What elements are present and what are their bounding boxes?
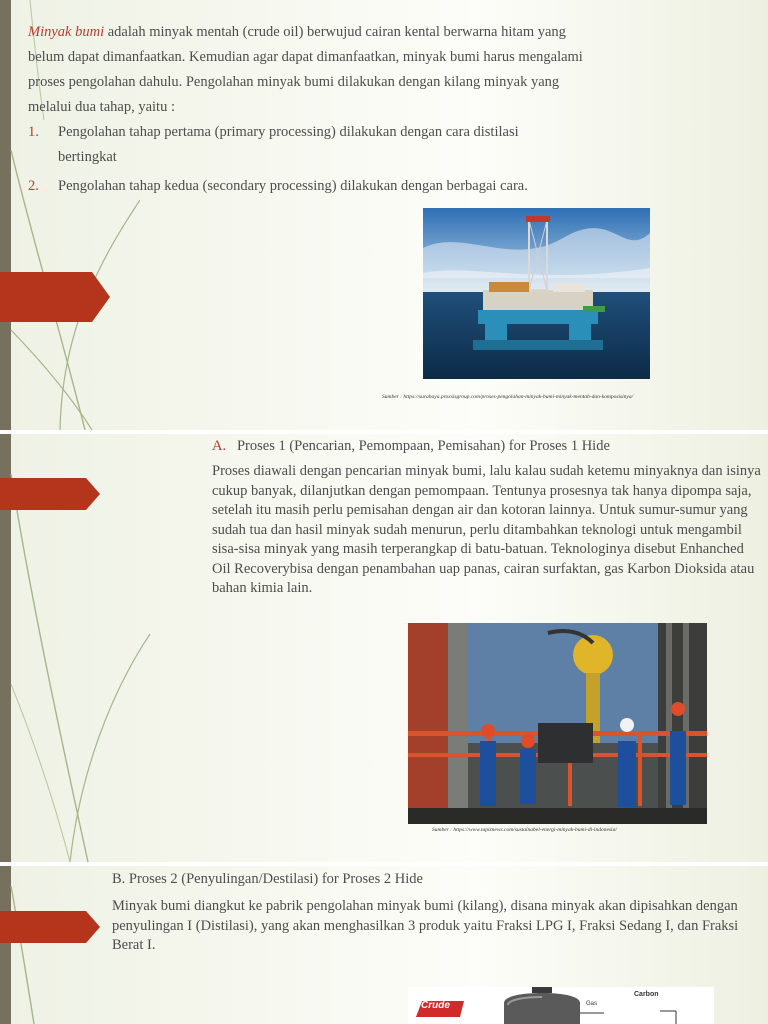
arrow-marker [0, 272, 112, 322]
list-item [28, 120, 588, 170]
slide-2 [0, 434, 768, 862]
section-heading [212, 435, 610, 457]
intro-term: Minyak bumi [28, 24, 105, 40]
diagram-label-crude: Crude [421, 1000, 450, 1011]
slide-3 [0, 866, 768, 1024]
arrow-marker [0, 911, 104, 943]
list-number: 2. [28, 178, 39, 194]
image-source-caption: Sumber : https://surabaya.proxsisgroup.com/proses-pengolahan-minyak-bumi-minyak-mentah-dan-komposisinya/ [382, 394, 634, 400]
list-item [28, 174, 588, 199]
intro-text: adalah minyak mentah (crude oil) berwujud cairan kental berwarna hitam yang belum dapat dimanfaatkan. Kemudian agar dapat dimanfaatkan, minyak bumi harus mengalami proses pengolahan dahulu. Pengolahan minyak bumi dilakukan dengan kilang minyak yang melalui dua tahap, yaitu : [28, 24, 583, 115]
section-paragraph: Proses diawali dengan pencarian minyak bumi, lalu kalau sudah ketemu minyaknya dan isinya cukup banyak, dilanjutkan dengan pemompaan. Tentunya prosesnya tak hanya dipompa saja, setelah itu masih perlu pemisahan dengan air dan kotoran lainnya. Untuk sumur-sumur yang sudah tua dan hasil minyak sudah menurun, perlu ditambahkan teknologi untuk mengambil sisa-sisa minyak yang masih terperangkap di batu-batuan. Teknologinya disebut Enhanched Oil Recoverybisa dengan penambahan uap panas, cairan surfaktan, gas Karbon Dioksida atau bahan kimia lain. [212, 463, 761, 596]
section-paragraph: Minyak bumi diangkut ke pabrik pengolahan minyak bumi (kilang), disana minyak akan dipisahkan dengan penyulingan I (Distilasi), yang akan menghasilkan 3 produk yaitu Fraksi LPG I, Fraksi Sedang I, dan Fraksi Berat I. [112, 898, 739, 953]
section-letter: A. [212, 438, 227, 454]
distillation-diagram [408, 987, 714, 1024]
list-text: Pengolahan tahap kedua (secondary processing) dilakukan dengan berbagai cara. [58, 178, 528, 194]
section-title: Proses 1 (Pencarian, Pemompaan, Pemisahan) for Proses 1 Hide [236, 438, 610, 454]
section-heading: B. Proses 2 (Penyulingan/Destilasi) for Proses 2 Hide [112, 871, 423, 887]
list-number: 1. [28, 124, 39, 140]
decorative-curves [0, 866, 80, 1024]
diagram-label-gas: Gas [586, 1001, 598, 1007]
intro-paragraph [28, 20, 598, 120]
slide-1 [0, 0, 768, 430]
diagram-label-carbon: Carbon [634, 991, 659, 998]
oil-rig-photo [423, 208, 650, 379]
arrow-marker [0, 478, 104, 510]
oil-workers-photo [408, 623, 707, 824]
list-text: Pengolahan tahap pertama (primary processing) dilakukan dengan cara distilasi bertingkat [58, 124, 519, 165]
image-source-caption: Sumber : https://www.tapiznews.com/sustainabel-energi-minyak-bumi-di-indonesia/ [432, 827, 617, 833]
